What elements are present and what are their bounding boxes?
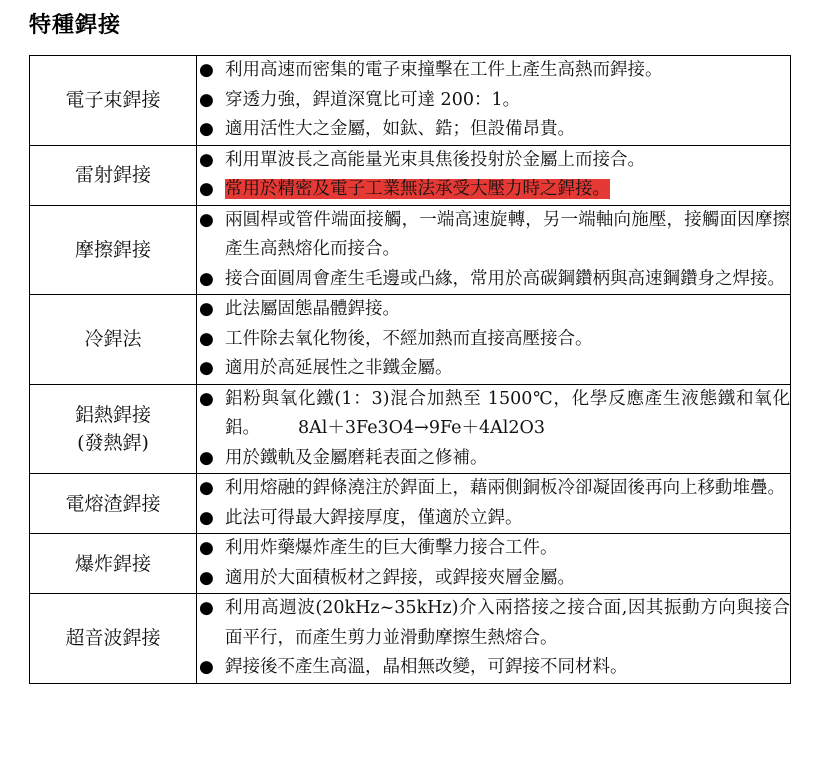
bullet-icon: ●: [199, 657, 214, 677]
page-title: 特種銲接: [29, 13, 122, 38]
method-name: 超音波銲接: [65, 627, 161, 650]
bullet-list: [197, 534, 790, 593]
method-name-cell: [30, 205, 197, 295]
bullet-list: [197, 594, 790, 683]
list-item: [197, 564, 790, 594]
method-name-cell: [30, 145, 197, 205]
chemical-equation: 8Al＋3Fe3O4→9Fe＋4Al2O3: [298, 418, 545, 438]
bullet-icon: ●: [199, 507, 214, 528]
table-row: [30, 145, 791, 205]
method-name-cell: [30, 474, 197, 534]
list-item: [197, 325, 790, 355]
list-item: [197, 175, 790, 205]
item-text: 常用於精密及電子工業無法承受大壓力時之銲接。: [225, 179, 610, 199]
list-item: [197, 653, 790, 683]
table-row: [30, 534, 791, 594]
list-item: [197, 354, 790, 384]
list-item: [197, 504, 790, 534]
bullet-icon: ●: [199, 538, 214, 558]
bullet-icon: ●: [199, 268, 214, 289]
method-name: 冷銲法: [84, 328, 142, 351]
list-item: [197, 56, 790, 86]
list-item: [197, 594, 790, 653]
item-text: 接合面圓周會產生毛邊或凸緣，常用於高碳鋼鑽柄與高速鋼鑽身之焊接。: [225, 268, 785, 289]
item-text: 用於鐵軌及金屬磨耗表面之修補。: [225, 447, 488, 468]
item-text: 利用熔融的銲條澆注於銲面上，藉兩側銅板冷卻凝固後再向上移動堆疊。: [225, 478, 785, 498]
item-text: 穿透力強，銲道深寬比可達 200：1。: [225, 89, 521, 110]
bullet-icon: ●: [199, 179, 214, 199]
bullet-icon: ●: [199, 89, 214, 110]
item-text: 兩圓桿或管件端面接觸，一端高速旋轉，另一端軸向施壓，接觸面因摩擦產生高熱熔化而接合。: [225, 209, 790, 259]
list-item: [197, 146, 790, 176]
method-name: (發熱銲): [77, 431, 149, 454]
item-text: 工件除去氧化物後，不經加熱而直接高壓接合。: [225, 328, 593, 349]
list-item: [197, 444, 790, 474]
item-text: 利用高速而密集的電子束撞擊在工件上產生高熱而銲接。: [225, 60, 663, 80]
bullet-icon: ●: [199, 149, 214, 170]
method-name-cell: [30, 295, 197, 385]
bullet-icon: ●: [199, 358, 214, 378]
bullet-list: [197, 474, 790, 533]
description-cell: [197, 594, 791, 684]
bullet-icon: ●: [199, 478, 214, 498]
item-text: 鋁粉與氧化鐵(1：3)混合加熱至 1500℃，化學反應產生液態鐵和氧化鋁。: [225, 388, 790, 438]
method-name: 電子束銲接: [65, 89, 161, 112]
bullet-list: [197, 56, 790, 145]
item-text: 適用於大面積板材之銲接，或銲接夾層金屬。: [225, 567, 575, 588]
table-row: [30, 384, 791, 474]
method-name: 鋁熱銲接: [74, 403, 151, 426]
description-cell: [197, 384, 791, 474]
list-item: [197, 534, 790, 564]
bullet-icon: ●: [199, 447, 214, 468]
item-text: 適用活性大之金屬，如鈦、鋯；但設備昂貴。: [225, 119, 575, 139]
list-item: [197, 385, 790, 444]
bullet-list: [197, 385, 790, 474]
list-item: [197, 474, 790, 504]
welding-methods-table: [29, 55, 791, 684]
item-text: 適用於高延展性之非鐵金屬。: [225, 358, 453, 378]
description-cell: [197, 534, 791, 594]
method-name: 電熔渣銲接: [65, 492, 161, 515]
bullet-icon: ●: [199, 598, 214, 618]
bullet-icon: ●: [199, 328, 214, 349]
list-item: [197, 206, 790, 265]
bullet-list: [197, 146, 790, 205]
method-name-cell: [30, 384, 197, 474]
description-cell: [197, 474, 791, 534]
bullet-icon: ●: [199, 60, 214, 80]
bullet-icon: ●: [199, 567, 214, 588]
list-item: [197, 295, 790, 325]
table-row: [30, 474, 791, 534]
list-item: [197, 115, 790, 145]
list-item: [197, 265, 790, 295]
item-text: 利用高週波(20kHz~35kHz)介入兩搭接之接合面,因其振動方向與接合面平行，而產生剪力並滑動摩擦生熱熔合。: [225, 598, 790, 648]
table-row: [30, 295, 791, 385]
item-text: 此法屬固態晶體銲接。: [225, 299, 400, 319]
table-row: [30, 205, 791, 295]
method-name: 摩擦銲接: [74, 238, 151, 261]
item-text: 利用炸藥爆炸產生的巨大衝擊力接合工件。: [225, 538, 558, 558]
method-name: 爆炸銲接: [74, 552, 151, 575]
item-text: 銲接後不產生高溫，晶相無改變，可銲接不同材料。: [225, 657, 628, 677]
bullet-icon: ●: [199, 299, 214, 319]
table-row: [30, 56, 791, 146]
description-cell: [197, 205, 791, 295]
bullet-list: [197, 295, 790, 384]
bullet-icon: ●: [199, 209, 214, 230]
bullet-icon: ●: [199, 388, 214, 409]
table-body: [30, 56, 791, 684]
item-text: 此法可得最大銲接厚度，僅適於立銲。: [225, 507, 523, 528]
table-row: [30, 594, 791, 684]
method-name-cell: [30, 594, 197, 684]
bullet-list: [197, 206, 790, 295]
list-item: [197, 86, 790, 116]
description-cell: [197, 295, 791, 385]
description-cell: [197, 145, 791, 205]
method-name-cell: [30, 56, 197, 146]
method-name-cell: [30, 534, 197, 594]
method-name: 雷射銲接: [74, 164, 151, 186]
description-cell: [197, 56, 791, 146]
bullet-icon: ●: [199, 119, 214, 139]
item-text: 利用單波長之高能量光束具焦後投射於金屬上而接合。: [225, 149, 645, 170]
